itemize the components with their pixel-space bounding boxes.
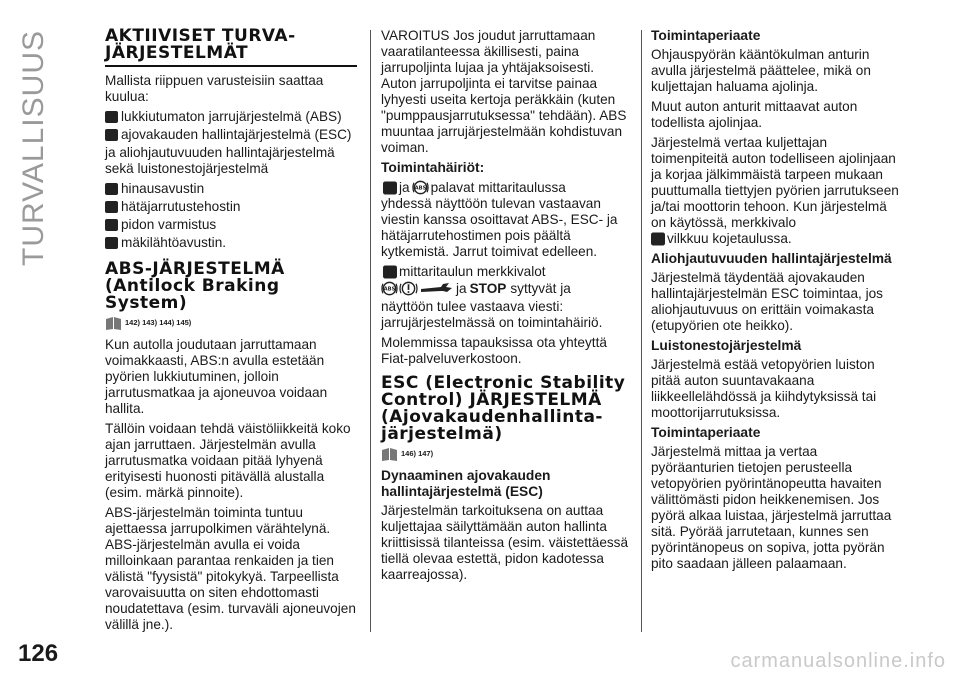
abs-title	[105, 261, 358, 312]
faults-line	[381, 179, 631, 196]
list-item-label: ajovakauden hallintajärjestelmä (ESC)	[121, 127, 352, 142]
car-skid-icon	[383, 181, 397, 195]
list-item	[105, 109, 358, 125]
op-paragraph: Ohjauspyörän kääntökulman anturin avulla järjestelmä päättelee, mikä on kuljettajan haluama ajolinja.	[651, 47, 871, 94]
section-title-line: AKTIIVISET TURVA-	[105, 26, 296, 46]
op-title: Toimintaperiaate	[651, 28, 761, 43]
faults-text: mittaritaulun merkkivalot	[399, 264, 546, 279]
warning-references	[105, 315, 358, 331]
column-3	[651, 28, 899, 576]
side-tab-label: TURVALLISUUS	[17, 30, 50, 266]
column-divider	[370, 30, 371, 632]
abs-icon	[412, 179, 429, 196]
op2-text: Järjestelmä mittaa ja vertaa pyöräanturien tietojen perusteella vetopyörien pyörintänopeutta havaiten välittömästi pidon heikkenemisen. Jos pyörä alkaa luistaa, järjestelmä jarruttaa sitä. Pyörää jarrutetaan, kunnes sen pyörintänopeus on sopiva, jotta pyörän pito saadaan jälleen palaamaan.	[651, 444, 892, 571]
op-paragraph: Muut auton anturit mittaavat auton todellista ajolinjaa.	[651, 99, 858, 130]
abs-title-line: ABS-JÄRJESTELMÄ	[105, 259, 285, 279]
car-icon	[105, 111, 118, 123]
title-rule	[105, 65, 357, 67]
page-number: 126	[18, 640, 59, 667]
faults-title: Toimintahäiriöt:	[381, 160, 485, 175]
svg-text:ABS: ABS	[414, 185, 426, 192]
faults-text: syttyvät ja	[510, 280, 571, 296]
car-skid-icon	[651, 232, 665, 246]
esc-title-line: (Ajovakaudenhallinta-	[381, 407, 603, 427]
section-side-tab	[6, 30, 62, 266]
faults-text: yhdessä näyttöön tulevan vastaavan viestin kanssa osoittavat ABS-, ESC- ja hätäjarrutehostimen pois päältä kytkemistä. Jarrut toimivat edelleen.	[381, 196, 618, 259]
faults-line	[381, 264, 631, 280]
column-2	[381, 28, 631, 587]
list-item	[105, 235, 358, 251]
warning-references	[381, 446, 631, 462]
list-item	[105, 127, 358, 143]
list-item	[105, 217, 358, 233]
list-item-label: mäkilähtöavustin.	[121, 235, 227, 250]
tc-title: Luistonestojärjestelmä	[651, 338, 802, 353]
column-1	[105, 28, 358, 637]
faults-connector: ja	[456, 280, 467, 296]
under-title: Aliohjautuvuuden hallintajärjestelmä	[651, 251, 892, 266]
wrench-icon	[419, 282, 453, 296]
reference-numbers: 146) 147)	[401, 449, 434, 458]
watermark: carmanualsonline.info	[730, 650, 946, 672]
book-icon	[381, 447, 398, 462]
intro-text: Mallista riippuen varusteisiin saattaa kuulua:	[105, 73, 324, 104]
car-icon	[105, 201, 118, 213]
section-title	[105, 28, 358, 62]
tc-text: Järjestelmä estää vetopyörien luiston pitää auton suuntavakaana liikkeellelähdössä ja kiihdytyksissä tai moottorijarrutuksissa.	[651, 357, 877, 420]
abs-paragraph: Kun autolla joudutaan jarruttamaan voimakkaasti, ABS:n avulla estetään pyörien lukkiutuminen, jolloin jarrutusmatkaa ja ajoneuvoa voidaan hallita.	[105, 337, 328, 416]
column-divider	[641, 30, 642, 632]
dyn-text: Järjestelmän tarkoituksena on auttaa kuljettajaa säilyttämään auton hallinta kriittisissä tilanteissa (esim. väistettäessä tiellä olevaa estettä, pidon kadotessa kaarreajossa).	[381, 503, 629, 582]
car-icon	[105, 129, 118, 141]
op-line	[651, 231, 899, 247]
book-icon	[105, 316, 122, 331]
dyn-title: Dynaaminen ajovakauden hallintajärjestelmä (ESC)	[381, 468, 551, 499]
list-item-label: hinausavustin	[121, 181, 205, 196]
list-item-label: lukkiutumaton jarrujärjestelmä (ABS)	[121, 109, 342, 124]
esc-title-line: Control) JÄRJESTELMÄ	[381, 390, 602, 410]
warning-text: VAROITUS Jos joudut jarruttamaan vaaratilanteessa äkillisesti, paina jarrupoljinta lujaa ja yhtäjaksoisesti. Auton jarrupoljinta ei tarvitse painaa lyhyesti useita kertoja peräkkäin (kuten "pumppausjarrutuksessa" tehdään). ABS muuntaa jarrujärjestelmään kohdistuvan voiman.	[381, 28, 627, 155]
reference-numbers: 142) 143) 144) 145)	[125, 318, 192, 327]
faults-text: palavat mittaritaulussa	[430, 179, 566, 195]
list-item	[105, 199, 358, 215]
car-icon	[105, 183, 118, 195]
faults-line	[381, 280, 631, 297]
abs-paragraph: ABS-järjestelmän toiminta tuntuu ajettaessa jarrupolkimen värähtelynä. ABS-järjestelmän avulla ei voida milloinkaan parantaa renkaiden ja tien välistä "fyysistä" pitokykyä. Tarpeellista varovaisuutta on siten ehdottomasti noudatettava (esim. turvaväli ajoneuvojen välillä jne.).	[105, 505, 356, 632]
brake-warning-icon	[399, 280, 418, 297]
op-text: vilkkuu kojetaulussa.	[667, 231, 792, 246]
car-icon	[105, 219, 118, 231]
esc-title-line: järjestelmä)	[381, 424, 503, 444]
abs-title-line: System)	[105, 293, 188, 313]
svg-text:ABS: ABS	[383, 286, 396, 293]
section-title-line: JÄRJESTELMÄT	[105, 43, 249, 63]
faults-connector: ja	[399, 179, 410, 195]
list-item-label: pidon varmistus	[121, 217, 217, 232]
list-item-label: hätäjarrutustehostin	[121, 199, 241, 214]
esc-title	[381, 375, 631, 443]
stop-label: STOP	[469, 280, 507, 296]
op-paragraph: Järjestelmä vertaa kuljettajan toimenpiteitä auton todelliseen ajolinjaan ja korjaa jälkimmäistä tarpeen mukaan puuttumalla tiettyjen pyörien jarrutukseen ja/tai moottorin tehoon. Kun järjestelmä on käytössä, merkkivalo	[651, 135, 899, 230]
mid-text: ja aliohjautuvuuden hallintajärjestelmä sekä luistonestojärjestelmä	[105, 145, 335, 176]
esc-title-line: ESC (Electronic Stability	[381, 373, 626, 393]
abs-title-line: (Antilock Braking	[105, 276, 280, 296]
op2-title: Toimintaperiaate	[651, 425, 761, 440]
faults-text: Molemmissa tapauksissa ota yhteyttä Fiat-palveluverkostoon.	[381, 335, 607, 366]
under-text: Järjestelmä täydentää ajovakauden hallintajärjestelmän ESC toimintaa, jos aliohjautuvuus on erittäin voimakasta (etupyörien ote heikko).	[651, 270, 883, 333]
abs-paragraph: Tällöin voidaan tehdä väistöliikkeitä koko ajan jarruttaen. Järjestelmän avulla jarrutusmatka voidaan pitää lyhyenä erityisesti huonosti pitävällä alustalla (esim. märkä pinnoite).	[105, 421, 351, 500]
abs-icon	[381, 280, 398, 297]
list-item	[105, 181, 358, 197]
faults-text: näyttöön tulee vastaava viesti: jarrujärjestelmässä on toimintahäiriö.	[381, 299, 603, 330]
car-icon	[105, 237, 118, 249]
car-icon	[383, 265, 397, 279]
